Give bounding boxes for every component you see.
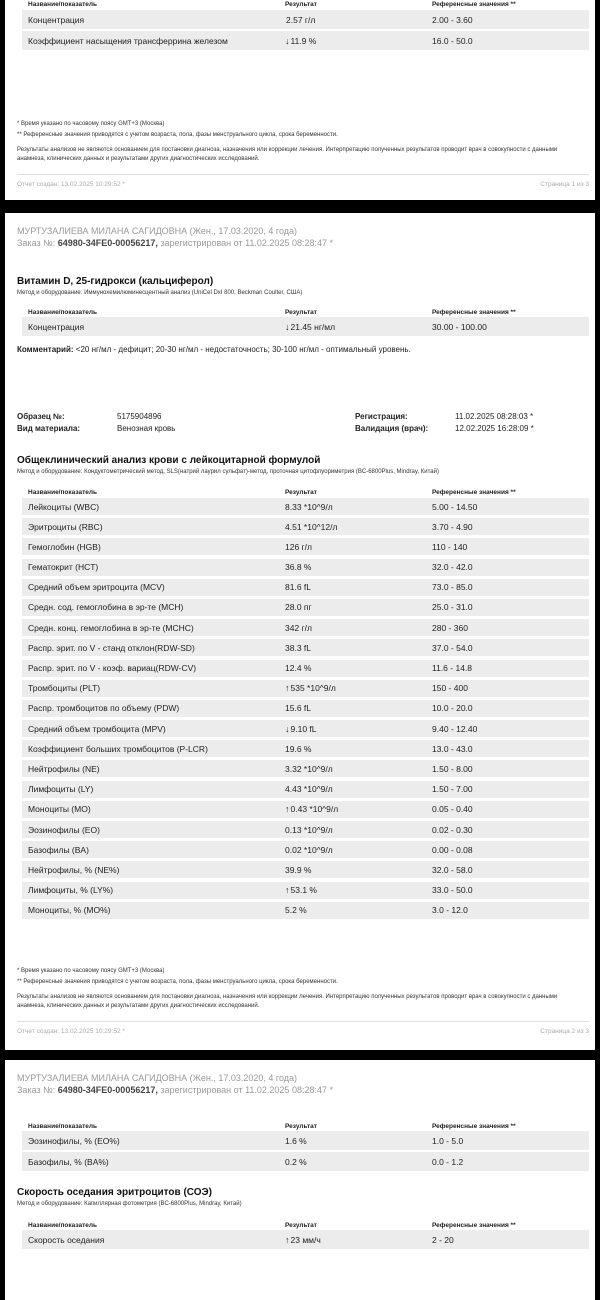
arrow-down-icon: ↓ xyxy=(285,723,290,734)
arrow-down-icon: ↓ xyxy=(285,35,290,46)
comment-label: Комментарий: xyxy=(17,345,74,354)
table-row xyxy=(22,902,589,919)
row-reference: 1.50 - 7.00 xyxy=(432,784,473,795)
registration-label: Регистрация: xyxy=(355,412,408,421)
row-name: Эозинофилы (EO) xyxy=(28,824,100,835)
table-row xyxy=(22,619,589,636)
row-result: 81.6 fL xyxy=(285,582,311,593)
table-row: Коэффициент насыщения трансферрина железом ↓11.9 % 16.0 - 50.0 xyxy=(22,31,589,50)
row-result: 4.51 *10^12/л xyxy=(285,521,338,532)
table-header: Название/показатель Результат Референсные значения ** xyxy=(28,489,516,496)
row-result: 9.10 fL xyxy=(290,723,317,734)
row-result: 28.0 пг xyxy=(285,602,312,613)
row-name: Средний объем эритроцита (MCV) xyxy=(28,582,165,593)
row-result: 5.2 % xyxy=(285,905,307,916)
row-reference: 73.0 - 85.0 xyxy=(432,582,473,593)
table-row: Концентрация ↓21.45 нг/мл 30.00 - 100.00 xyxy=(22,317,589,336)
row-reference: 10.0 - 20.0 xyxy=(432,703,473,714)
table-header: Название/показатель Результат Референсные значения ** xyxy=(28,309,516,316)
table-row xyxy=(22,700,589,717)
arrow-up-icon: ↑ xyxy=(285,683,290,694)
arrow-up-icon: ↑ xyxy=(285,885,290,896)
row-reference: 3.70 - 4.90 xyxy=(432,521,473,532)
page-footer xyxy=(17,181,589,188)
row-name: Коэффициент больших тромбоцитов (P-LCR) xyxy=(28,743,208,754)
row-reference: 0.00 - 0.08 xyxy=(432,844,473,855)
test-method: Метод и оборудование: Иммунохемилюминесцентный анализ (UniCel DxI 800, Beckman Coulter, США) xyxy=(17,290,303,296)
table-row xyxy=(22,538,589,555)
patient-name: МУРТУЗАЛИЕВА МИЛАНА САГИДОВНА (Жен., 17.03.2020, 4 года) xyxy=(17,226,298,236)
row-result: 12.4 % xyxy=(285,663,312,673)
test-method: Метод и оборудование: Капиллярная фотометрия (BC-6800Plus, Mindray, Китай) xyxy=(17,1201,242,1207)
disclaimer: Результаты анализов не являются основанием для постановки диагноза, назначения или коррекции лечения. Интерпретацию полученных результатов проводит врач в совокупности с данными анамнеза, клинических данных и результатами других диагностических исследований. xyxy=(17,147,558,162)
row-reference: 110 - 140 xyxy=(432,541,468,552)
table-row xyxy=(22,821,589,838)
row-result: 15.6 fL xyxy=(285,703,311,714)
table-row: Базофилы, % (BA%) 0.2 % 0.0 - 1.2 xyxy=(22,1152,589,1171)
page-number: Страница 1 из 3 xyxy=(540,181,589,188)
table-row xyxy=(22,518,589,535)
results-table xyxy=(22,1230,589,1252)
row-name: Средн. сод. гемоглобина в эр-те (MCH) xyxy=(28,602,184,613)
row-name: Тромбоциты (PLT) xyxy=(28,683,101,694)
results-table xyxy=(22,1131,589,1174)
sample-label: Образец №: xyxy=(17,412,65,421)
row-reference: 1.50 - 8.00 xyxy=(432,763,473,774)
row-name: Моноциты (MO) xyxy=(28,804,91,815)
col-ref-header: Референсные значения ** xyxy=(432,1,516,8)
row-reference: 13.0 - 43.0 xyxy=(432,743,473,754)
timezone-note: * Время указано по часовому поясу GMT+3 (Москва) xyxy=(17,121,165,127)
table-row xyxy=(22,760,589,777)
row-result: 535 *10^9/л xyxy=(290,683,336,694)
row-name: Нейтрофилы (NE) xyxy=(28,763,100,774)
row-result: 4.43 *10^9/л xyxy=(285,784,333,795)
table-row xyxy=(22,498,589,515)
row-result: 0.02 *10^9/л xyxy=(285,844,333,855)
row-result: 8.33 *10^9/л xyxy=(285,501,333,512)
row-result: 3.32 *10^9/л xyxy=(285,763,333,774)
results-table xyxy=(22,317,589,339)
test-method: Метод и оборудование: Кондуктометрический метод, SLS(натрий лаурил сульфат)-метод, проточная цитофлуориметрия (BC-6800Plus, Mindray, Китай) xyxy=(17,469,439,475)
report-created: Отчет создан: 13.02.2025 10:29:52 * xyxy=(17,1028,125,1035)
page-footer xyxy=(17,1028,589,1035)
test-title: Скорость оседания эритроцитов (СОЭ) xyxy=(17,1187,212,1198)
report-page-2 xyxy=(5,213,595,1050)
row-reference: 9.40 - 12.40 xyxy=(432,723,478,734)
material-value: Венозная кровь xyxy=(117,424,176,433)
reference-note: ** Референсные значения приводятся с учетом возраста, пола, фазы менструального цикла, срока беременности. xyxy=(17,132,338,138)
row-name: Нейтрофилы, % (NE%) xyxy=(28,864,120,875)
esr-section xyxy=(17,1187,589,1207)
report-created: Отчет создан: 13.02.2025 10:29:52 * xyxy=(17,181,125,188)
row-result: 0.43 *10^9/л xyxy=(290,804,339,815)
table-row xyxy=(22,801,589,818)
row-result: 342 г/л xyxy=(285,622,312,633)
order-info: Заказ №: 64980-34FE0-00056217, зарегистрирован от 11.02.2025 08:28:47 * xyxy=(17,238,333,248)
row-reference: 37.0 - 54.0 xyxy=(432,642,473,653)
arrow-down-icon: ↓ xyxy=(285,321,290,332)
row-result: 36.8 % xyxy=(285,562,312,573)
table-row: Концентрация 2.57 г/л 2.00 - 3.60 xyxy=(22,10,589,29)
table-row xyxy=(22,660,589,677)
row-result: 0.13 *10^9/л xyxy=(285,824,333,835)
row-reference: 5.00 - 14.50 xyxy=(432,501,478,512)
sample-number: 5175904896 xyxy=(117,412,162,421)
table-header xyxy=(22,0,589,8)
timezone-note: * Время указано по часовому поясу GMT+3 (Москва) xyxy=(17,968,165,974)
row-reference: 0.05 - 0.40 xyxy=(432,804,473,815)
page-number: Страница 2 из 3 xyxy=(540,1028,589,1035)
report-page-3 xyxy=(5,1060,595,1300)
footer-divider xyxy=(17,174,589,175)
table-row xyxy=(22,781,589,798)
table-row xyxy=(22,639,589,656)
registration-value: 11.02.2025 08:28:03 * xyxy=(455,412,534,421)
row-result: 38.3 fL xyxy=(285,642,311,653)
table-row xyxy=(22,579,589,596)
table-row: Скорость оседания ↑23 мм/ч 2 - 20 xyxy=(22,1230,589,1249)
row-name: Базофилы (BA) xyxy=(28,844,89,855)
sample-info xyxy=(17,412,589,436)
table-row xyxy=(22,559,589,576)
validation-value: 12.02.2025 16:28:09 * xyxy=(455,424,534,433)
results-table xyxy=(22,10,589,53)
report-page-1 xyxy=(5,0,595,200)
row-name: Распр. тромбоцитов по объему (PDW) xyxy=(28,703,180,714)
row-result: 19.6 % xyxy=(285,743,312,754)
material-label: Вид материала: xyxy=(17,424,81,433)
row-reference: 3.0 - 12.0 xyxy=(432,905,468,916)
table-row xyxy=(22,861,589,878)
row-name: Гемоглобин (HGB) xyxy=(28,541,101,552)
footer-divider xyxy=(17,1021,589,1022)
row-reference: 0.02 - 0.30 xyxy=(432,824,473,835)
row-reference: 25.0 - 31.0 xyxy=(432,602,473,613)
cbc-section xyxy=(17,455,589,475)
row-name: Лимфоциты, % (LY%) xyxy=(28,885,114,896)
row-name: Распр. эрит. по V - станд отклон(RDW-SD) xyxy=(28,642,195,653)
row-reference: 32.0 - 42.0 xyxy=(432,562,473,573)
row-reference: 33.0 - 50.0 xyxy=(432,885,473,896)
table-header: Название/показатель Результат Референсные значения ** xyxy=(28,1222,516,1229)
table-row xyxy=(22,841,589,858)
test-title: Общеклинический анализ крови с лейкоцитарной формулой xyxy=(17,455,321,466)
arrow-up-icon: ↑ xyxy=(285,1234,290,1245)
order-number: 64980-34FE0-00056217, xyxy=(57,238,158,248)
test-comment: Комментарий: <20 нг/мл - дефицит; 20-30 нг/мл - недостаточность; 30-100 нг/мл - оптимальный уровень. xyxy=(17,345,411,354)
order-info: Заказ №: 64980-34FE0-00056217, зарегистрирован от 11.02.2025 08:28:47 * xyxy=(17,1085,333,1095)
table-row: Эозинофилы, % (EO%) 1.6 % 1.0 - 5.0 xyxy=(22,1131,589,1150)
arrow-up-icon: ↑ xyxy=(285,804,290,815)
col-result-header: Результат xyxy=(285,1,317,8)
row-reference: 11.6 - 14.8 xyxy=(432,663,473,673)
vitamin-d-section xyxy=(17,276,589,296)
row-name: Средн. конц. гемоглобина в эр-те (MCHC) xyxy=(28,622,194,633)
table-row xyxy=(22,882,589,899)
row-result: 39.9 % xyxy=(285,864,312,875)
row-result: 53.1 % xyxy=(290,885,317,896)
row-reference: 150 - 400 xyxy=(432,683,468,694)
row-result: 126 г/л xyxy=(285,541,312,552)
table-header: Название/показатель Результат Референсные значения ** xyxy=(28,1123,516,1130)
col-name-header: Название/показатель xyxy=(28,1,98,8)
row-name: Моноциты, % (MO%) xyxy=(28,905,111,916)
row-name: Эритроциты (RBC) xyxy=(28,521,103,532)
table-row xyxy=(22,599,589,616)
table-row xyxy=(22,720,589,737)
reference-note: ** Референсные значения приводятся с учетом возраста, пола, фазы менструального цикла, срока беременности. xyxy=(17,979,338,985)
table-row xyxy=(22,740,589,757)
validation-label: Валидация (врач): xyxy=(355,424,429,433)
row-name: Лейкоциты (WBC) xyxy=(28,501,100,512)
footnotes xyxy=(17,120,587,164)
row-reference: 32.0 - 58.0 xyxy=(432,864,473,875)
disclaimer: Результаты анализов не являются основанием для постановки диагноза, назначения или коррекции лечения. Интерпретацию полученных результатов проводит врач в совокупности с данными анамнеза, клинических данных и результатами других диагностических исследований. xyxy=(17,994,558,1009)
patient-name: МУРТУЗАЛИЕВА МИЛАНА САГИДОВНА (Жен., 17.03.2020, 4 года) xyxy=(17,1073,298,1083)
patient-header xyxy=(17,226,333,248)
table-row xyxy=(22,680,589,697)
test-title: Витамин D, 25-гидрокси (кальциферол) xyxy=(17,276,214,287)
patient-header xyxy=(17,1073,333,1095)
row-reference: 280 - 360 xyxy=(432,622,468,633)
row-name: Средний объем тромбоцита (MPV) xyxy=(28,723,166,734)
footnotes xyxy=(17,967,587,1011)
row-name: Гематокрит (HCT) xyxy=(28,562,99,573)
order-number: 64980-34FE0-00056217, xyxy=(57,1085,158,1095)
results-table xyxy=(22,498,589,922)
row-name: Распр. эрит. по V - коэф. вариац(RDW-CV) xyxy=(28,663,197,673)
row-name: Лимфоциты (LY) xyxy=(28,784,94,795)
